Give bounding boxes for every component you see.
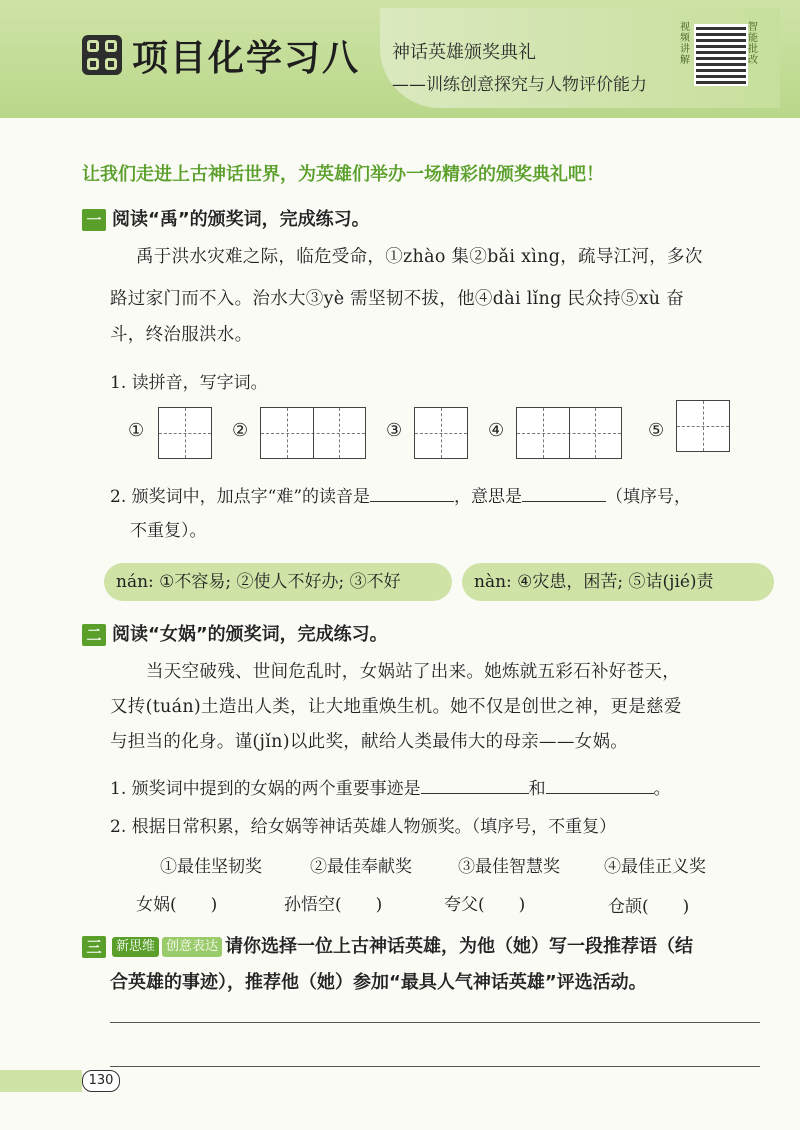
award-option-1: ①最佳坚韧奖 [160,857,262,877]
s2q1-text-b: 和 [528,779,546,799]
award-option-3: ③最佳智慧奖 [458,857,560,877]
pronunciation-pill-nan4: nàn: ④灾患，困苦; ⑤诘(jié)责 [462,563,774,601]
award-option-4: ④最佳正义奖 [604,857,706,877]
box-label-4: ④ [488,420,505,441]
grid-logo-icon [82,35,122,75]
section1-heading [82,205,370,231]
qr-code-icon[interactable] [694,24,748,86]
box-label-1: ① [128,420,145,441]
page-number: 130 [82,1070,120,1092]
q2-text-b: ，意思是 [454,487,523,507]
answer-box-3[interactable] [414,407,468,459]
hero-cangjie[interactable]: 仓颉( ) [608,897,690,917]
section2-q2: 2. 根据日常积累，给女娲等神话英雄人物颁奖。（填序号，不重复） [110,817,617,837]
reading-blank[interactable] [370,501,454,502]
q2-text-a: 2. 颁奖词中，加点字“难”的读音是 [110,487,371,507]
section1-q2 [110,482,691,507]
new-thinking-tag: 新思维 [112,937,159,957]
section1-para-line2: 路过家门而不入。治水大③yè 需坚韧不拔，他④dài lǐng 民众持⑤xù 奋 [110,289,685,309]
page-title: 项目化学习八 [132,38,361,79]
q2-text-c: （填序号， [606,487,692,507]
section1-number: 一 [82,209,106,231]
creative-expression-tag: 创意表达 [162,937,222,957]
pronunciation-pill-nan2: nán: ①不容易; ②使人不好办; ③不好 [104,563,452,601]
section2-para-line1: 当天空破残、世间危乱时，女娲站了出来。她炼就五彩石补好苍天， [146,662,680,682]
section1-q1: 1. 读拼音，写字词。 [110,373,268,393]
section2-number: 二 [82,624,106,646]
header-subtitle: 神话英雄颁奖典礼 [392,42,536,63]
intro-text: 让我们走进上古神话世界，为英雄们举办一场精彩的颁奖典礼吧！ [82,164,604,185]
qr-video-label: 视频讲解 [680,22,690,66]
s2q1-text-c: 。 [653,779,671,799]
qr-grading-label: 智能批改 [748,22,758,66]
meaning-blank[interactable] [522,501,606,502]
section3-line1: 请你选择一位上古神话英雄，为他（她）写一段推荐语（结 [225,936,694,957]
section1-para-line3: 斗，终治服洪水。 [110,325,253,345]
answer-box-1[interactable] [158,407,212,459]
section2-q1 [110,774,671,799]
answer-box-5[interactable] [676,400,730,452]
section2-para-line3: 与担当的化身。谨(jǐn)以此奖，献给人类最伟大的母亲——女娲。 [110,732,629,752]
section3-line2: 合英雄的事迹），推荐他（她）参加“最具人气神话英雄”评选活动。 [110,972,647,993]
answer-box-4[interactable] [516,407,622,459]
section3-heading [82,932,693,958]
section3-number: 三 [82,936,106,958]
page-tab [0,1070,82,1092]
hero-kuafu[interactable]: 夸父( ) [444,895,526,915]
answer-box-2[interactable] [260,407,366,459]
header-subtitle-skill: ——训练创意探究与人物评价能力 [392,75,647,95]
box-label-2: ② [232,420,249,441]
section1-q2-cont: 不重复）。 [130,521,207,541]
section2-title: 阅读“女娲”的颁奖词，完成练习。 [112,624,388,645]
hero-nuwa[interactable]: 女娲( ) [136,895,218,915]
award-option-2: ②最佳奉献奖 [310,857,412,877]
answer-line-2[interactable] [110,1066,760,1067]
section2-para-line2: 又抟(tuán)土造出人类，让大地重焕生机。她不仅是创世之神，更是慈爱 [110,697,682,717]
hero-sunwukong[interactable]: 孙悟空( ) [284,895,383,915]
s2q1-text-a: 1. 颁奖词中提到的女娲的两个重要事迹是 [110,779,421,799]
deed-blank-2[interactable] [546,793,654,794]
section2-heading [82,620,388,646]
answer-line-1[interactable] [110,1022,760,1023]
deed-blank-1[interactable] [421,793,529,794]
section1-title: 阅读“禹”的颁奖词，完成练习。 [112,209,370,230]
box-label-5: ⑤ [648,420,665,441]
section1-para-line1: 禹于洪水灾难之际，临危受命，①zhào 集②bǎi xìng，疏导江河，多次 [136,247,703,267]
box-label-3: ③ [386,420,403,441]
